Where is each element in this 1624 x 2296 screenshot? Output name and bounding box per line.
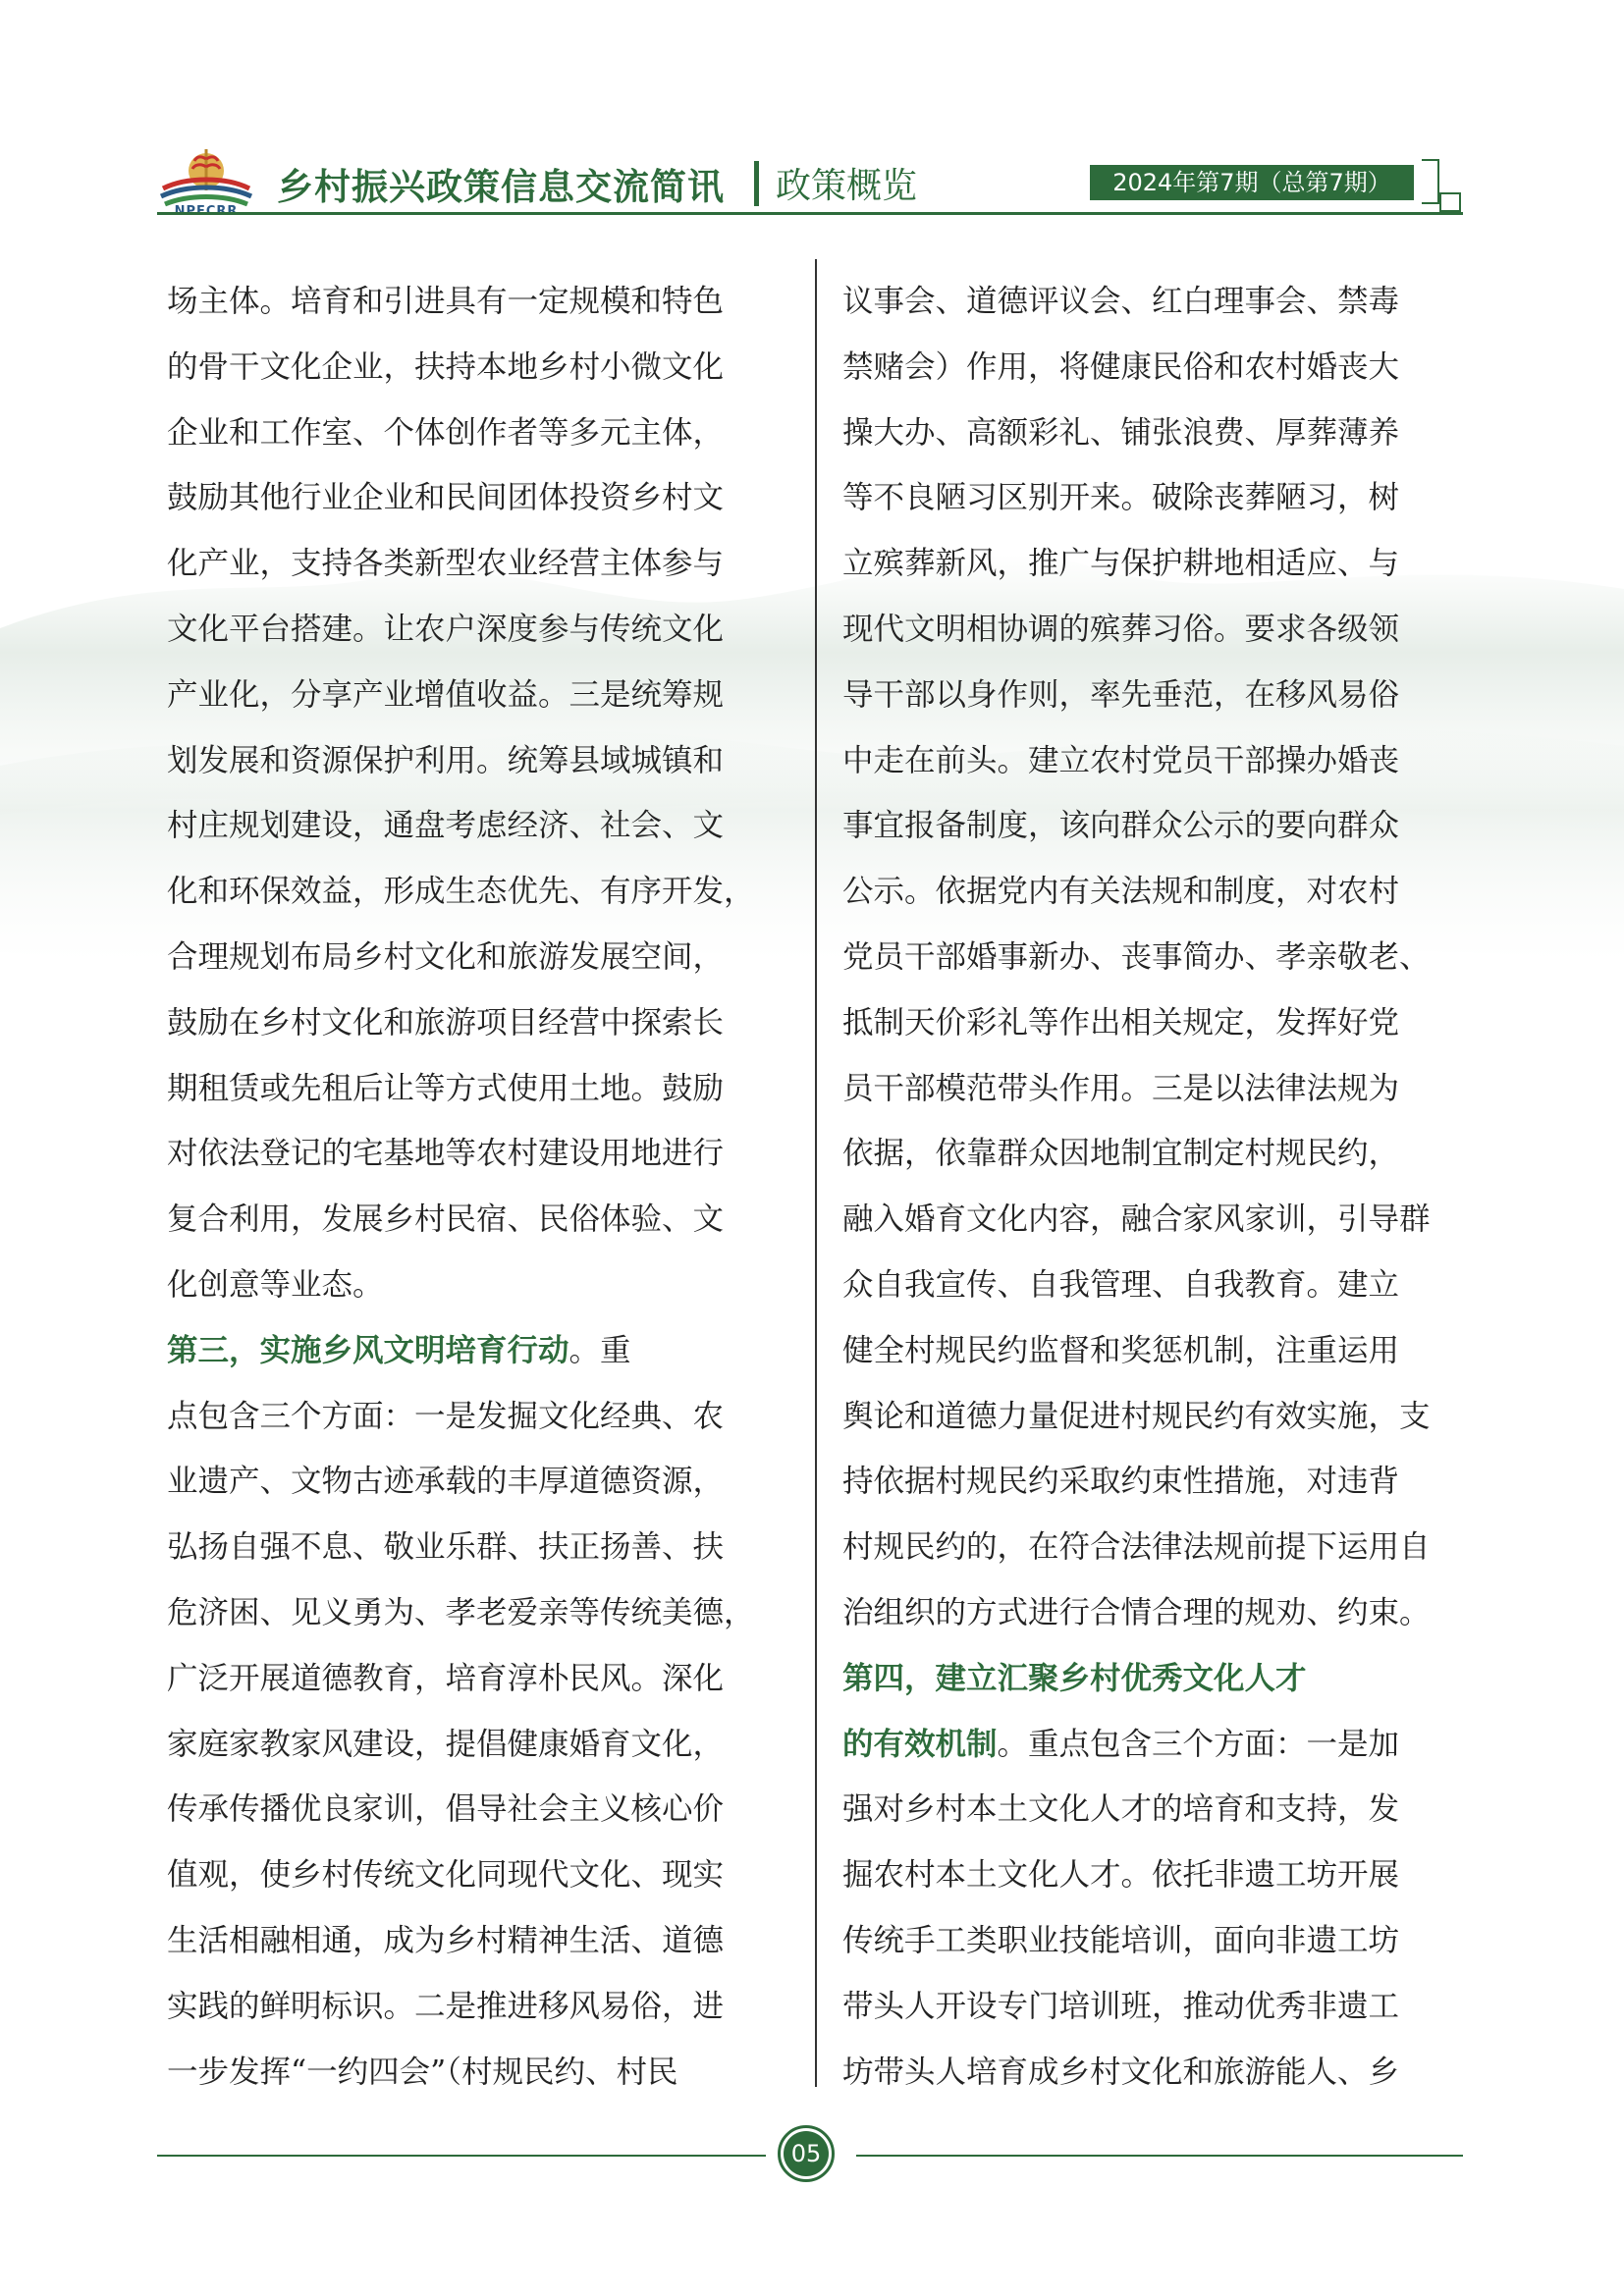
right-column [842, 269, 1463, 2105]
paragraph-text: 。重点包含三个方面：一是加 [997, 1726, 1400, 1762]
text-line: 生活相融相通，成为乡村精神生活、道德 [167, 1922, 725, 1958]
text-line: 中走在前头。建立农村党员干部操办婚丧 [842, 742, 1400, 778]
text-line: 议事会、道德评议会、红白理事会、禁毒 [842, 284, 1400, 319]
text-line: 员干部模范带头作用。三是以法律法规为 [842, 1070, 1400, 1106]
text-line: 业遗产、文物古迹承载的丰厚道德资源， [167, 1464, 725, 1500]
footer-rule-right [856, 2155, 1463, 2157]
text-line: 舆论和道德力量促进村规民约有效实施，支 [842, 1398, 1431, 1434]
column-divider [815, 259, 817, 2087]
left-column [167, 269, 787, 2105]
text-line: 融入婚育文化内容，融合家风家训，引导群 [842, 1201, 1431, 1238]
text-line: 复合利用，发展乡村民宿、民俗体验、文 [167, 1201, 725, 1238]
text-line: 期租赁或先租后让等方式使用土地。鼓励 [167, 1070, 725, 1106]
text-line: 抵制天价彩礼等作出相关规定，发挥好党 [842, 1004, 1400, 1041]
text-line: 划发展和资源保护利用。统筹县域城镇和 [167, 742, 725, 778]
text-line: 党员干部婚事新办、丧事简办、孝亲敬老、 [842, 938, 1431, 975]
issue-decoration [1422, 159, 1439, 204]
text-line [842, 1646, 1463, 1712]
text-line: 治组织的方式进行合情合理的规劝、约束。 [842, 1594, 1431, 1630]
section-heading: 第四，建立汇聚乡村优秀文化人才 [842, 1659, 1307, 1696]
page-number: 05 [784, 2131, 829, 2176]
text-line: 场主体。培育和引进具有一定规模和特色 [167, 284, 725, 319]
text-line: 对依法登记的宅基地等农村建设用地进行 [167, 1136, 725, 1172]
text-line: 化产业，支持各类新型农业经营主体参与 [167, 546, 725, 582]
text-line: 等不良陋习区别开来。破除丧葬陋习，树 [842, 480, 1400, 516]
section-name: 政策概览 [776, 166, 918, 206]
text-line: 公示。依据党内有关法规和制度，对农村 [842, 874, 1400, 910]
text-line: 化创意等业态。 [167, 1266, 384, 1303]
section-heading: 的有效机制 [842, 1725, 998, 1762]
text-line [167, 1318, 787, 1384]
header-rule [157, 212, 1463, 215]
text-line [842, 1712, 1463, 1778]
text-line: 禁赌会）作用，将健康民俗和农村婚丧大 [842, 348, 1400, 385]
text-line: 依据，依靠群众因地制宜制定村规民约， [842, 1136, 1400, 1172]
text-line: 家庭家教家风建设，提倡健康婚育文化， [167, 1726, 725, 1762]
text-line: 化和环保效益，形成生态优先、有序开发， [167, 874, 755, 910]
text-line: 弘扬自强不息、敬业乐群、扶正扬善、扶 [167, 1529, 725, 1566]
text-line: 传承传播优良家训，倡导社会主义核心价 [167, 1791, 725, 1828]
text-line: 实践的鲜明标识。二是推进移风易俗，进 [167, 1988, 725, 2024]
text-line: 操大办、高额彩礼、铺张浪费、厚葬薄养 [842, 414, 1400, 451]
text-line: 健全村规民约监督和奖惩机制，注重运用 [842, 1332, 1400, 1368]
issue-badge: 2024年第7期（总第7期） [1090, 165, 1414, 200]
text-line: 现代文明相协调的殡葬习俗。要求各级领 [842, 611, 1400, 647]
text-line: 文化平台搭建。让农户深度参与传统文化 [167, 611, 725, 647]
text-line: 值观，使乡村传统文化同现代文化、现实 [167, 1857, 725, 1894]
section-heading: 第三，实施乡风文明培育行动 [167, 1331, 569, 1368]
text-line: 事宜报备制度，该向群众公示的要向群众 [842, 808, 1400, 844]
text-line: 立殡葬新风，推广与保护耕地相适应、与 [842, 546, 1400, 582]
text-line: 危济困、见义勇为、孝老爱亲等传统美德， [167, 1594, 755, 1630]
text-line: 传统手工类职业技能培训，面向非遗工坊 [842, 1922, 1400, 1958]
text-line: 鼓励在乡村文化和旅游项目经营中探索长 [167, 1004, 725, 1041]
text-line: 村庄规划建设，通盘考虑经济、社会、文 [167, 808, 725, 844]
issue-decoration-square [1439, 192, 1461, 212]
text-line: 点包含三个方面：一是发掘文化经典、农 [167, 1398, 725, 1434]
text-line: 的骨干文化企业，扶持本地乡村小微文化 [167, 348, 725, 385]
newsletter-title: 乡村振兴政策信息交流简讯 [277, 166, 725, 208]
text-line: 合理规划布局乡村文化和旅游发展空间， [167, 938, 725, 975]
text-line: 村规民约的，在符合法律法规前提下运用自 [842, 1529, 1431, 1566]
footer-rule-left [157, 2155, 766, 2157]
title-separator [754, 161, 759, 206]
text-line: 强对乡村本土文化人才的培育和支持，发 [842, 1791, 1400, 1828]
text-line: 持依据村规民约采取约束性措施，对违背 [842, 1464, 1400, 1500]
text-line: 坊带头人培育成乡村文化和旅游能人、乡 [842, 2054, 1400, 2090]
page-number-badge [778, 2125, 835, 2182]
text-line: 带头人开设专门培训班，推动优秀非遗工 [842, 1988, 1400, 2024]
text-line: 鼓励其他行业企业和民间团体投资乡村文 [167, 480, 725, 516]
text-line: 企业和工作室、个体创作者等多元主体， [167, 414, 725, 451]
paragraph-text: 。重 [568, 1332, 631, 1368]
text-line: 导干部以身作则，率先垂范，在移风易俗 [842, 676, 1400, 713]
text-line: 一步发挥“一约四会”（村规民约、村民 [167, 2054, 678, 2090]
text-line: 产业化，分享产业增值收益。三是统筹规 [167, 676, 725, 713]
text-line: 众自我宣传、自我管理、自我教育。建立 [842, 1266, 1400, 1303]
text-line: 掘农村本土文化人才。依托非遗工坊开展 [842, 1857, 1400, 1894]
text-line: 广泛开展道德教育，培育淳朴民风。深化 [167, 1660, 725, 1696]
